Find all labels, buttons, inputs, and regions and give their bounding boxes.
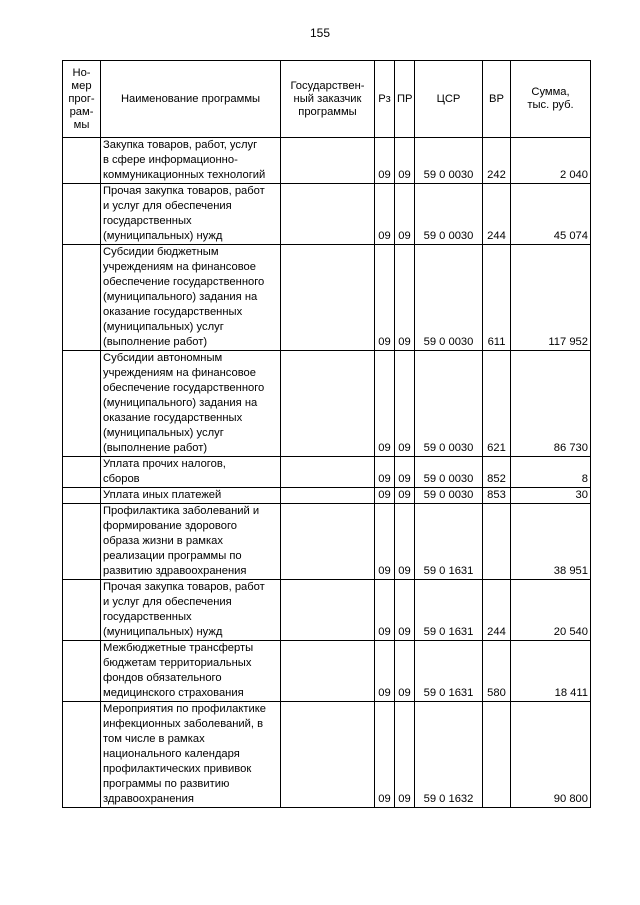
cell-csr: 59 0 0030 — [415, 138, 483, 184]
cell-number — [63, 457, 101, 488]
table-row — [63, 245, 591, 351]
cell-pr: 09 — [395, 351, 415, 457]
cell-name: Закупка товаров, работ, услуг в сфере информационно- коммуникационных технологий — [101, 138, 281, 184]
cell-pr: 09 — [395, 488, 415, 504]
cell-pr: 09 — [395, 504, 415, 580]
cell-pr: 09 — [395, 702, 415, 808]
table-row — [63, 641, 591, 702]
cell-csr: 59 0 1631 — [415, 641, 483, 702]
cell-sum: 18 411 — [511, 641, 591, 702]
cell-number — [63, 702, 101, 808]
cell-name: Прочая закупка товаров, работ и услуг для обеспечения государственных (муниципальных) нужд — [101, 184, 281, 245]
header-pr: ПР — [395, 61, 415, 138]
cell-sum: 117 952 — [511, 245, 591, 351]
cell-csr: 59 0 1631 — [415, 580, 483, 641]
cell-pr: 09 — [395, 641, 415, 702]
cell-sum: 2 040 — [511, 138, 591, 184]
cell-rz: 09 — [375, 138, 395, 184]
cell-csr: 59 0 0030 — [415, 245, 483, 351]
cell-vr: 611 — [483, 245, 511, 351]
cell-customer — [281, 641, 375, 702]
cell-sum: 20 540 — [511, 580, 591, 641]
header-rz: Рз — [375, 61, 395, 138]
cell-pr: 09 — [395, 580, 415, 641]
header-name: Наименование программы — [101, 61, 281, 138]
table-row — [63, 351, 591, 457]
cell-vr: 853 — [483, 488, 511, 504]
header-vr: ВР — [483, 61, 511, 138]
cell-pr: 09 — [395, 457, 415, 488]
cell-customer — [281, 580, 375, 641]
cell-sum: 30 — [511, 488, 591, 504]
cell-name: Уплата иных платежей — [101, 488, 281, 504]
cell-sum: 86 730 — [511, 351, 591, 457]
cell-pr: 09 — [395, 245, 415, 351]
cell-customer — [281, 138, 375, 184]
cell-number — [63, 138, 101, 184]
cell-name: Прочая закупка товаров, работ и услуг для обеспечения государственных (муниципальных) нужд — [101, 580, 281, 641]
cell-sum: 90 800 — [511, 702, 591, 808]
cell-name: Мероприятия по профилактике инфекционных заболеваний, в том числе в рамках национального календаря профилактических прививок программы по развитию здравоохранения — [101, 702, 281, 808]
cell-customer — [281, 351, 375, 457]
cell-rz: 09 — [375, 580, 395, 641]
cell-vr: 242 — [483, 138, 511, 184]
cell-rz: 09 — [375, 504, 395, 580]
header-csr: ЦСР — [415, 61, 483, 138]
cell-number — [63, 504, 101, 580]
table-row — [63, 580, 591, 641]
cell-name: Субсидии автономным учреждениям на финансовое обеспечение государственного (муниципального) задания на оказание государственных (муниципальных) услуг (выполнение работ) — [101, 351, 281, 457]
cell-rz: 09 — [375, 351, 395, 457]
cell-vr: 852 — [483, 457, 511, 488]
cell-customer — [281, 245, 375, 351]
cell-number — [63, 351, 101, 457]
cell-vr: 244 — [483, 580, 511, 641]
cell-customer — [281, 457, 375, 488]
cell-csr: 59 0 1632 — [415, 702, 483, 808]
cell-number — [63, 580, 101, 641]
cell-name: Уплата прочих налогов, сборов — [101, 457, 281, 488]
cell-customer — [281, 488, 375, 504]
cell-rz: 09 — [375, 641, 395, 702]
page-number: 155 — [309, 26, 331, 40]
cell-name: Межбюджетные трансферты бюджетам территориальных фондов обязательного медицинского страхования — [101, 641, 281, 702]
cell-vr: 621 — [483, 351, 511, 457]
cell-rz: 09 — [375, 702, 395, 808]
table-row — [63, 457, 591, 488]
cell-customer — [281, 184, 375, 245]
cell-vr — [483, 504, 511, 580]
cell-rz: 09 — [375, 245, 395, 351]
table-row — [63, 488, 591, 504]
cell-vr — [483, 702, 511, 808]
table-row — [63, 702, 591, 808]
cell-csr: 59 0 0030 — [415, 457, 483, 488]
header-sum: Сумма, тыс. руб. — [511, 61, 591, 138]
header-customer: Государствен- ный заказчик программы — [281, 61, 375, 138]
cell-name: Субсидии бюджетным учреждениям на финансовое обеспечение государственного (муниципального) задания на оказание государственных (муниципальных) услуг (выполнение работ) — [101, 245, 281, 351]
header-row — [63, 61, 591, 138]
cell-customer — [281, 702, 375, 808]
table-row — [63, 184, 591, 245]
table-body — [63, 138, 591, 808]
cell-number — [63, 184, 101, 245]
cell-csr: 59 0 0030 — [415, 351, 483, 457]
cell-csr: 59 0 0030 — [415, 488, 483, 504]
cell-name: Профилактика заболеваний и формирование здорового образа жизни в рамках реализации программы по развитию здравоохранения — [101, 504, 281, 580]
cell-sum: 8 — [511, 457, 591, 488]
cell-csr: 59 0 1631 — [415, 504, 483, 580]
budget-table — [62, 60, 591, 808]
table-row — [63, 138, 591, 184]
cell-sum: 38 951 — [511, 504, 591, 580]
cell-rz: 09 — [375, 488, 395, 504]
cell-sum: 45 074 — [511, 184, 591, 245]
cell-rz: 09 — [375, 184, 395, 245]
table-row — [63, 504, 591, 580]
cell-number — [63, 245, 101, 351]
cell-vr: 580 — [483, 641, 511, 702]
cell-number — [63, 488, 101, 504]
cell-csr: 59 0 0030 — [415, 184, 483, 245]
cell-rz: 09 — [375, 457, 395, 488]
cell-pr: 09 — [395, 184, 415, 245]
cell-customer — [281, 504, 375, 580]
cell-number — [63, 641, 101, 702]
cell-pr: 09 — [395, 138, 415, 184]
cell-vr: 244 — [483, 184, 511, 245]
header-number: Но- мер прог- рам- мы — [63, 61, 101, 138]
